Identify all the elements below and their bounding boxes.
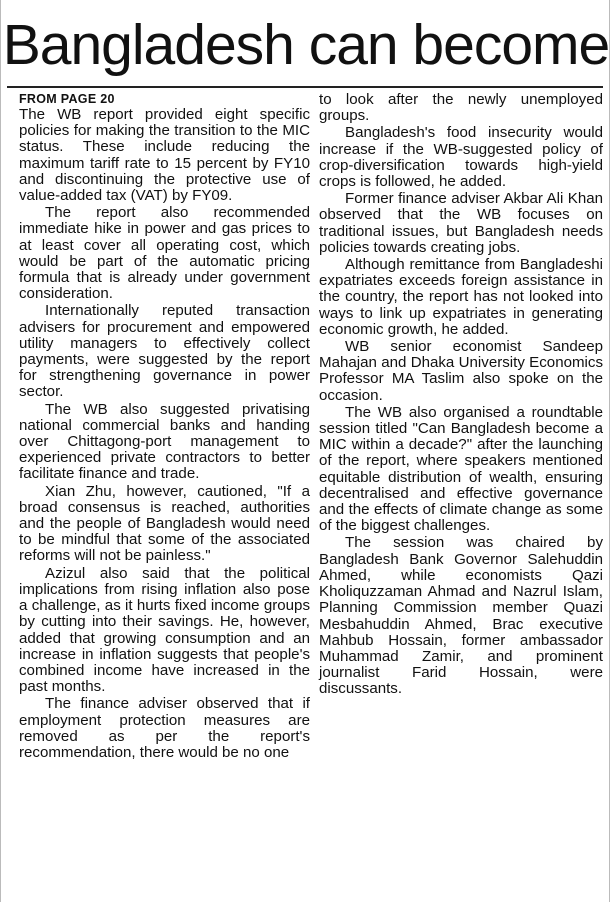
paragraph: The finance adviser observed that if employment protection measures are removed as per the report's recommendation, there would be no one: [19, 695, 310, 761]
paragraph: The WB also suggested privatising national commercial banks and handing over Chittagong-port management to experienced private contractors to better facilitate finance and trade.: [19, 400, 310, 483]
paragraph: Azizul also said that the political implications from rising inflation also pose a challenge, as it hurts fixed income groups by cutting into their savings. He, however, added that growing consumption and an increase in inflation suggests that people's combined income have increased in the past months.: [19, 564, 310, 696]
paragraph: The WB also organised a roundtable session titled "Can Bangladesh become a MIC within a decade?" after the launching of the report, where speakers mentioned equitable distribution of wealth, ensuring decentralised and effective governance and the effects of climate change as some of the biggest challenges.: [319, 403, 603, 535]
paragraph: The WB report provided eight specific policies for making the transition to the MIC status. These include reducing the maximum tariff rate to 15 percent by FY10 and discontinuing the protective use of value-added tax (VAT) by FY09.: [19, 106, 310, 205]
paragraph: Internationally reputed transaction advisers for procurement and empowered utility managers to effectively collect payments, were suggested by the report for strengthening governance in power sector.: [19, 302, 310, 401]
paragraph: to look after the newly unemployed groups.: [319, 91, 603, 125]
paragraph: Xian Zhu, however, cautioned, "If a broad consensus is reached, authorities and the people of Bangladesh would need to be mindful that some of the associated reforms will not be painless.": [19, 482, 310, 565]
paragraph: WB senior economist Sandeep Mahajan and Dhaka University Economics Professor MA Taslim also spoke on the occasion.: [319, 338, 603, 404]
right-column: [319, 92, 603, 699]
paragraph: Although remittance from Bangladeshi expatriates exceeds foreign assistance in the country, the report has not looked into ways to link up expatriates in generating economic growth, he added.: [319, 256, 603, 338]
headline: Bangladesh can become: [2, 13, 610, 77]
headline-rule: [7, 86, 603, 88]
paragraph: Former finance adviser Akbar Ali Khan observed that the WB focuses on traditional issues, but Bangladesh needs policies towards creating jobs.: [319, 190, 603, 256]
from-page-label: FROM PAGE 20: [19, 92, 115, 106]
left-column: [19, 92, 310, 762]
paragraph: The report also recommended immediate hike in power and gas prices to at least cover all operating cost, which would be part of the automatic pricing formula that is already under government consideration.: [19, 204, 310, 303]
paragraph: Bangladesh's food insecurity would increase if the WB-suggested policy of crop-diversification towards high-yield crops is followed, he added.: [319, 124, 603, 191]
paragraph: The session was chaired by Bangladesh Bank Governor Salehuddin Ahmed, while economists Qazi Kholiquzzaman Ahmad and Nazrul Islam, Planning Commission member Quazi Mesbahuddin Ahmed, Brac executive Mahbub Hossain, former ambassador Muhammad Zamir, and prominent journalist Farid Hossain, were discussants.: [319, 534, 603, 698]
